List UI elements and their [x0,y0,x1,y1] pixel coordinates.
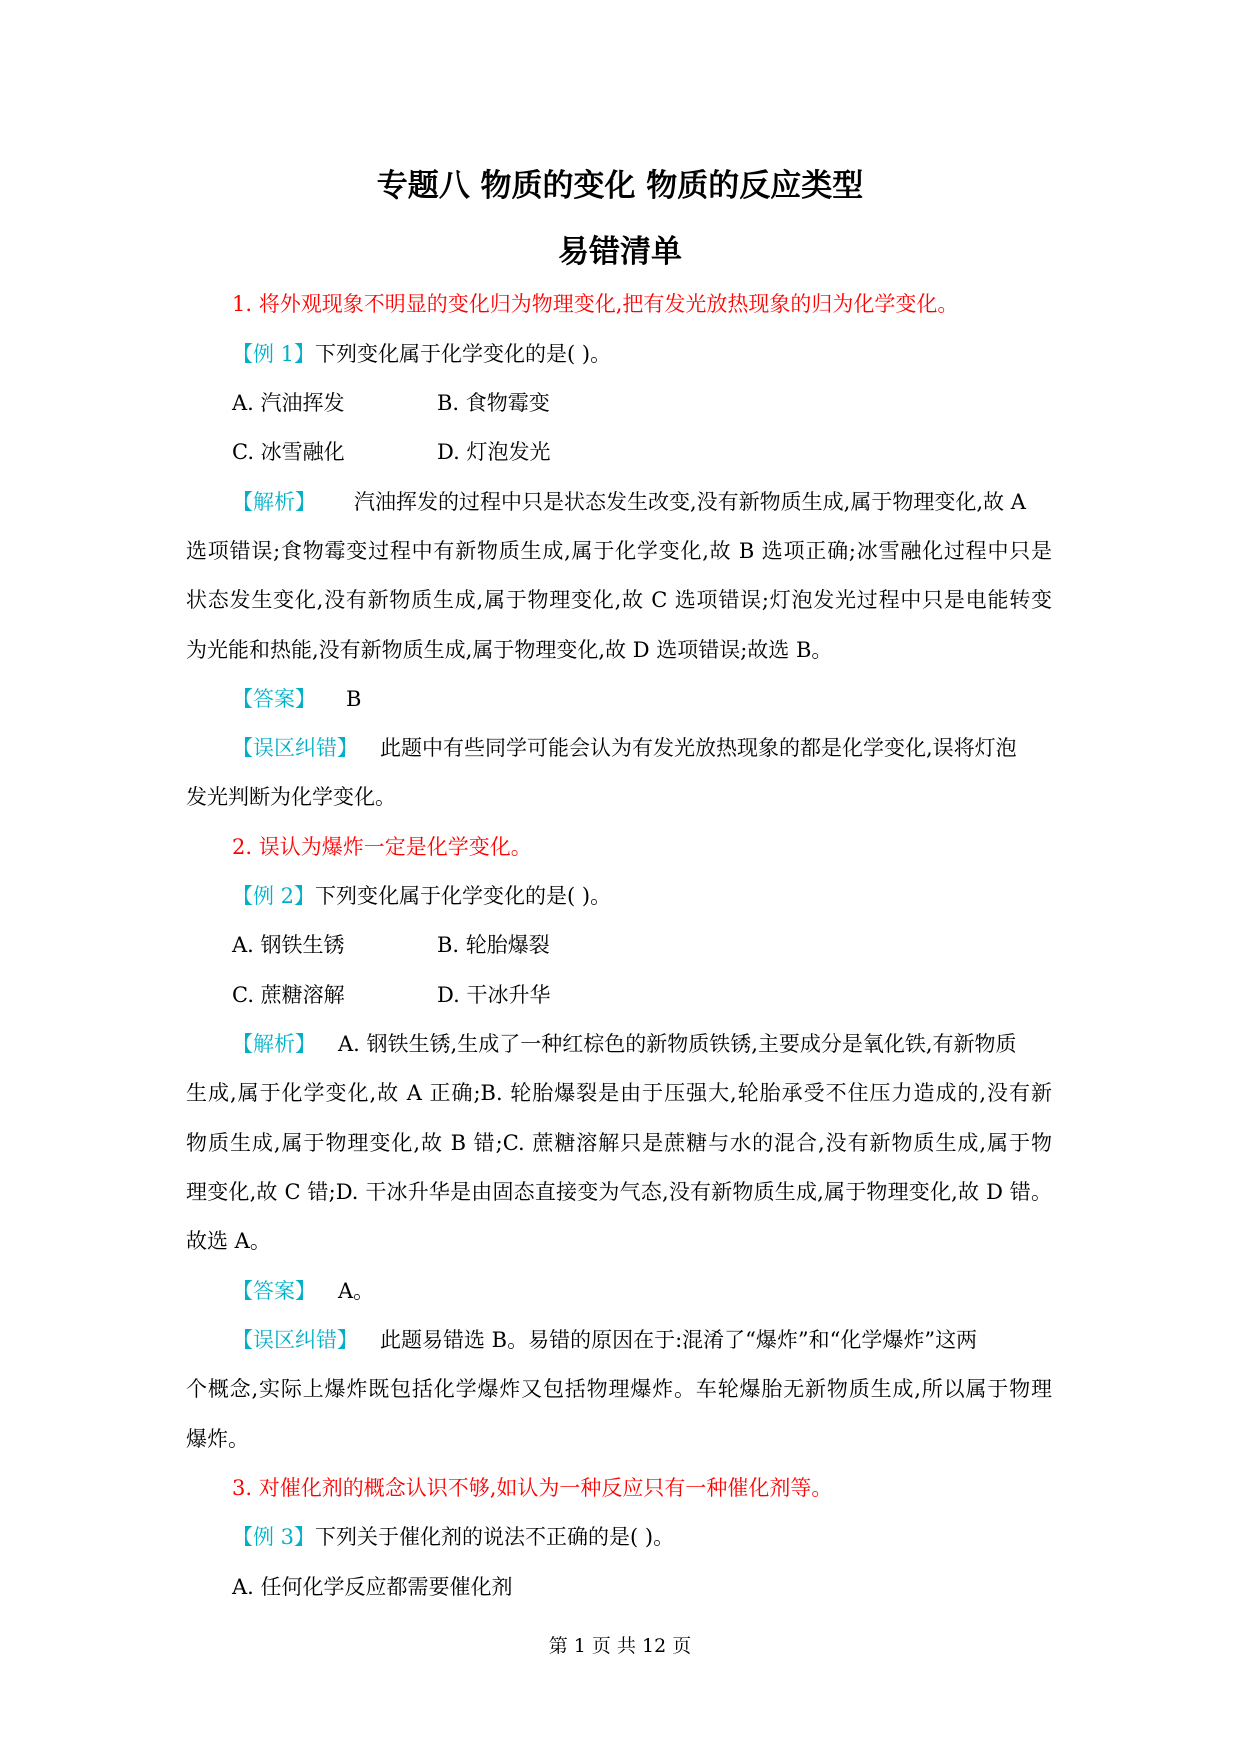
item1-options-row2 [232,442,832,463]
item2-analysis-line1 [232,1034,1052,1055]
item2-answer [232,1281,374,1302]
item1-analysis-line2: 选项错误;食物霉变过程中有新物质生成,属于化学变化,故 B 选项正确;冰雪融化过程中只是 [186,539,1052,563]
error-text: 此题易错选 B。易错的原因在于:混淆了“爆炸”和“化学爆炸”这两 [380,1328,978,1352]
example-tag: 【例 1】 [232,342,316,366]
item2-analysis-line3: 物质生成,属于物理变化,故 B 错;C. 蔗糖溶解只是蔗糖与水的混合,没有新物质生成,属于物 [186,1131,1052,1155]
analysis-tag: 【解析】 [232,1032,316,1056]
option-b: B. 轮胎爆裂 [437,933,550,957]
page-footer: 第 1 页 共 12 页 [548,1635,692,1657]
option-c: C. 冰雪融化 [232,440,345,464]
answer-value: A。 [338,1279,375,1303]
option-c: C. 蔗糖溶解 [232,983,345,1007]
example-question: 下列关于催化剂的说法不正确的是( )。 [315,1525,675,1549]
item1-options-row1 [232,393,832,414]
item2-analysis-line2: 生成,属于化学变化,故 A 正确;B. 轮胎爆裂是由于压强大,轮胎承受不住压力造成的,没有新 [186,1081,1052,1105]
error-tag: 【误区纠错】 [232,1328,358,1352]
option-d: D. 灯泡发光 [437,440,551,464]
item3-heading: 3. 对催化剂的概念认识不够,如认为一种反应只有一种催化剂等。 [232,1476,833,1500]
option-a: A. 钢铁生锈 [232,933,345,957]
item1-answer [232,689,361,710]
answer-tag: 【答案】 [232,687,316,711]
page-subtitle: 易错清单 [558,234,682,270]
item2-example [232,886,611,907]
option-a: A. 汽油挥发 [232,391,345,415]
item2-error-line3: 爆炸。 [186,1427,249,1451]
item1-analysis-line3: 状态发生变化,没有新物质生成,属于物理变化,故 C 选项错误;灯泡发光过程中只是电能转变 [186,588,1052,612]
item2-error-line1 [232,1330,977,1351]
example-tag: 【例 2】 [232,884,316,908]
item2-options-row2 [232,985,832,1006]
page-title: 专题八 物质的变化 物质的反应类型 [376,168,864,204]
item1-heading: 1. 将外观现象不明显的变化归为物理变化,把有发光放热现象的归为化学变化。 [232,292,959,316]
option-b: B. 食物霉变 [437,391,550,415]
item3-example [232,1527,674,1548]
item1-analysis-line1 [232,492,1052,513]
item2-analysis-line5: 故选 A。 [186,1229,271,1253]
example-question: 下列变化属于化学变化的是( )。 [315,342,612,366]
analysis-text: A. 钢铁生锈,生成了一种红棕色的新物质铁锈,主要成分是氧化铁,有新物质 [338,1032,1017,1056]
example-tag: 【例 3】 [232,1525,316,1549]
item1-error-line2: 发光判断为化学变化。 [186,785,396,809]
error-text: 此题中有些同学可能会认为有发光放热现象的都是化学变化,误将灯泡 [380,736,1017,760]
error-tag: 【误区纠错】 [232,736,358,760]
item2-analysis-line4: 理变化,故 C 错;D. 干冰升华是由固态直接变为气态,没有新物质生成,属于物理变化,故 D 错。 [186,1180,1052,1204]
answer-value: B [346,687,362,711]
item2-error-line2: 个概念,实际上爆炸既包括化学爆炸又包括物理爆炸。车轮爆胎无新物质生成,所以属于物理 [186,1377,1052,1401]
analysis-text: 汽油挥发的过程中只是状态发生改变,没有新物质生成,属于物理变化,故 A [354,490,1026,514]
option-d: D. 干冰升华 [437,983,551,1007]
answer-tag: 【答案】 [232,1279,316,1303]
item2-options-row1 [232,935,832,956]
item1-analysis-line4: 为光能和热能,没有新物质生成,属于物理变化,故 D 选项错误;故选 B。 [186,638,833,662]
item1-example [232,344,611,365]
item2-heading: 2. 误认为爆炸一定是化学变化。 [232,835,532,859]
example-question: 下列变化属于化学变化的是( )。 [315,884,612,908]
item1-error-line1 [232,738,1017,759]
item3-option-a: A. 任何化学反应都需要催化剂 [232,1575,513,1599]
analysis-tag: 【解析】 [232,490,316,514]
